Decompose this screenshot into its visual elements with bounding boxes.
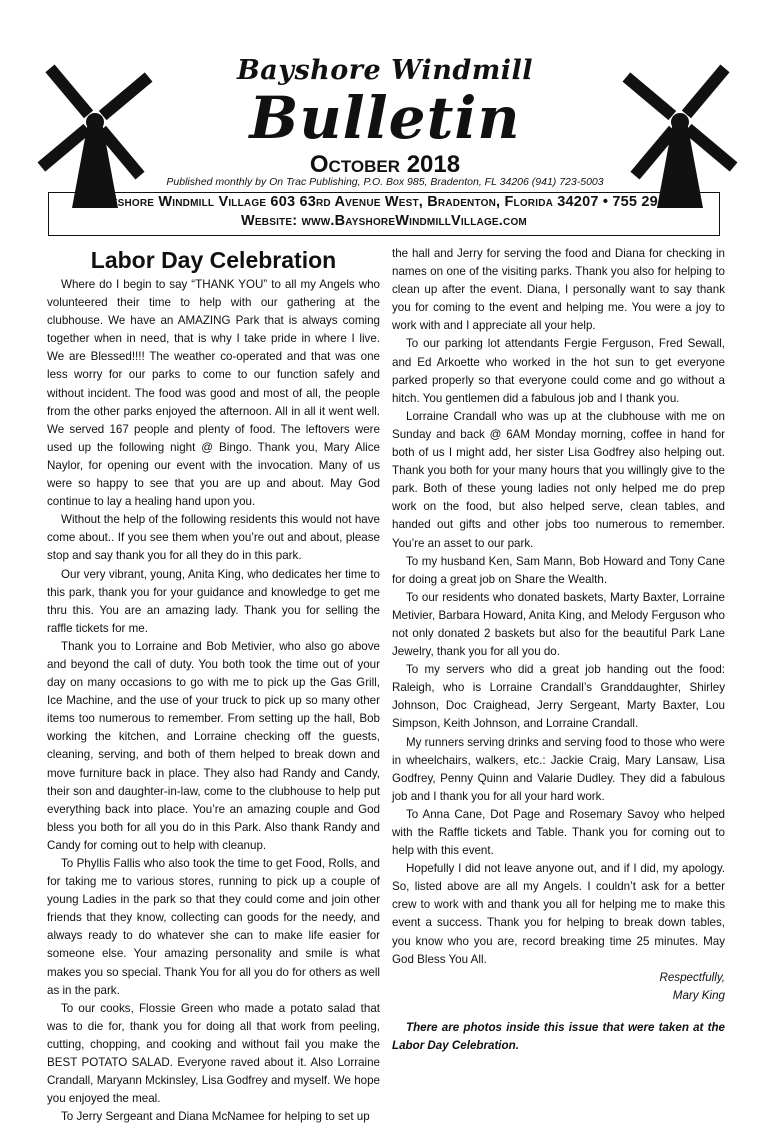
paragraph: To Phyllis Fallis who also took the time to get Food, Rolls, and for taking me to various stores, running to pick up a couple of young Ladies in the park so that they could come and join other friends that they know, collecting can goods for the needy, and always ready to do whatever she can to make life easier for someone else. Your amazing personality and smile is what makes you so special. Thank You for all you do for others as well as in the park. bbox=[47, 857, 380, 997]
paragraph: To Jerry Sergeant and Diana McNamee for helping to set up bbox=[61, 1110, 370, 1124]
paragraph: Without the help of the following residents this would not have come about.. If you see them when you’re out and about, please stop and say thank you for all they do in this park. bbox=[47, 513, 380, 563]
signoff: Respectfully, bbox=[659, 970, 725, 984]
masthead-title: Bulletin bbox=[249, 84, 521, 152]
article-column-left bbox=[47, 245, 380, 1126]
issue-date: October 2018 bbox=[309, 151, 461, 178]
paragraph: My runners serving drinks and serving food to those who were in wheelchairs, walkers, etc.: Jackie Craig, Mary Lansaw, Lisa Godfrey, Penny Quinn and Valarie Dudley. They did a fabulous job and I thank you for all your hard work. bbox=[392, 735, 725, 803]
paragraph: Where do I begin to say “THANK YOU” to all my Angels who volunteered their time to help with our gathering at the clubhouse. We have an AMAZING Park that is always coming together when in need, that is why I take pride in where I live. We are Blessed!!!! The weather co-operated and that was one less worry for our parks to come to our function safely and without incident. The food was good and most of all, the people from the other parks enjoyed the afternoon. All in all it went well. We served 167 people and plenty of food. The leftovers were used up the following night @ Bingo. Thank you, Mary Alice Naylor, for opening our event with the invocation. Many of us were so happy to see that you are up and about. May God continue to lay a healing hand upon you. bbox=[47, 278, 380, 509]
paragraph: To my husband Ken, Sam Mann, Bob Howard and Tony Cane for doing a great job on Share the Wealth. bbox=[392, 554, 725, 586]
paragraph: To our cooks, Flossie Green who made a potato salad that was to die for, thank you for doing all that work from peeling, cutting, chopping, and cooking and without fail you make the BEST POTATO SALAD. Everyone raved about it. Also Lorraine Crandall, Maryann Mckinsley, Lisa Godfrey and myself. We hope you enjoyed the meal. bbox=[47, 1001, 380, 1106]
signature: Mary King bbox=[672, 988, 725, 1002]
website-line: Website: www.BayshoreWindmillVillage.com bbox=[241, 213, 527, 229]
paragraph: Our very vibrant, young, Anita King, who dedicates her time to this park, thank you for your guidance and knowledge to get me thru this. You are an amazing lady. Thank you for selling the raffle tickets for me. bbox=[47, 567, 380, 635]
address-box bbox=[48, 192, 720, 236]
paragraph: To my servers who did a great job handing out the food: Raleigh, who is Lorraine Crandall’s Granddaughter, Shirley Johnson, Doc Craighead, Jerry Sergeant, Marty Baxter, Lou Simpson, Keith Johnson, and Lorraine Crandall. bbox=[392, 663, 725, 731]
masthead bbox=[0, 55, 770, 179]
address-line: Bayshore Windmill Village 603 63rd Avenue West, Bradenton, Florida 34207 • 755 2942 bbox=[93, 194, 675, 210]
publisher-line: Published monthly by On Trac Publishing, P.O. Box 985, Bradenton, FL 34206 (941) 723-5003 bbox=[166, 176, 604, 188]
paragraph: To Anna Cane, Dot Page and Rosemary Savoy who helped with the Raffle tickets and Table. Thank you for coming out to help with this event. bbox=[392, 807, 725, 858]
paragraph: Thank you to Lorraine and Bob Metivier, who also go above and beyond the call of duty. You both took the time out of your day on many occasions to go with me to pick up the Gas Grill, Ice Machine, and the use of your truck to pick up so many other items too numerous to remember. From setting up the hall, Bob working the kitchen, and Lorraine checking off the guests, cleaning, serving, and both of them helped to break down and move furniture back in place. They also had Randy and Candy, their son and daughter-in-law, come to the clubhouse to help put everything back into place. You’re an amazing couple and God bless you both for all you do in this Park. Also thank Randy and Candy for coming out to help with cleanup. bbox=[47, 639, 380, 852]
paragraph: To our residents who donated baskets, Marty Baxter, Lorraine Metivier, Barbara Howard, Anita King, and Melody Ferguson who not only donated 2 baskets but also for the beautiful Park Lane Jewelry, thank you for all you do. bbox=[392, 590, 725, 659]
photo-note: There are photos inside this issue that were taken at the Labor Day Celebration. bbox=[392, 1020, 725, 1053]
masthead-title-top: Bayshore Windmill bbox=[236, 55, 534, 86]
paragraph: the hall and Jerry for serving the food and Diana for checking in names on one of the visiting parks. Thank you also for helping to clean up after the event. Diana, I personally want to say thank you for coming to the event and helping me. You were a joy to work with and I appreciate all your help. bbox=[392, 247, 725, 333]
paragraph: To our parking lot attendants Fergie Ferguson, Fred Sewall, and Ed Arkoette who worked in the hot sun to get everyone parked properly so that everyone could come and go without a hitch. You gentlemen did a fabulous job and I thank you. bbox=[392, 337, 725, 405]
paragraph: Hopefully I did not leave anyone out, and if I did, my apology. So, listed above are all my Angels. I couldn’t ask for a better crew to work with and thank you all for helping me to make this event a success. Thank you for helping to break down tables, you know who you are, record breaking time 25 minutes. May God Bless You All. bbox=[392, 862, 725, 966]
paragraph: Lorraine Crandall who was up at the clubhouse with me on Sunday and back @ 6AM Monday morning, coffee in hand for both of us I might add, her sister Lisa Godfrey also helping out. Thank you both for your many hours that you willingly give to the park. Both of these young ladies not only helped me do prep work on the food, but also helped serve, clean tables, and handed out gifts and other jobs too numerous to remember. You’re an asset to our park. bbox=[392, 409, 725, 550]
article-headline: Labor Day Celebration bbox=[90, 247, 337, 273]
article-column-right bbox=[392, 245, 725, 1055]
